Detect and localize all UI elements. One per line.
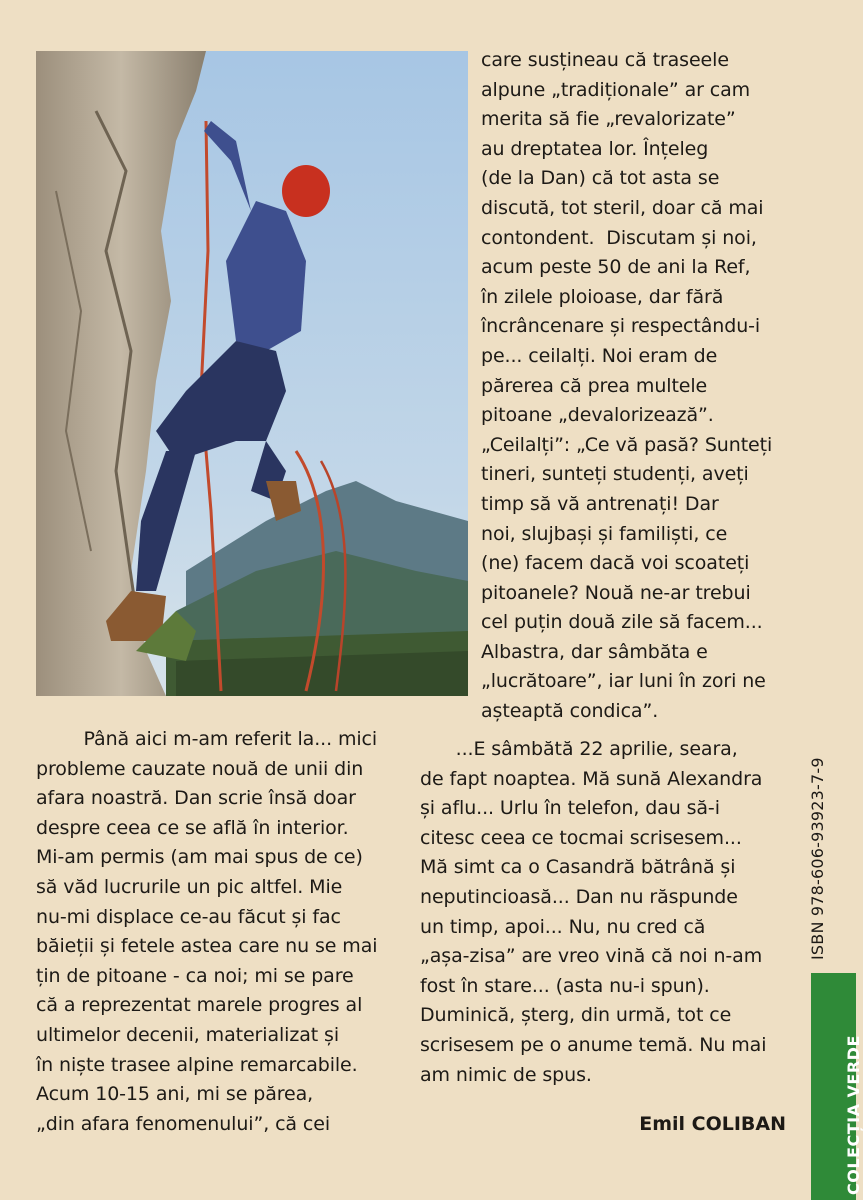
text-line: „așa-zisa” are vreo vină că noi n-am [420, 945, 763, 968]
right-column-bottom-text [420, 735, 766, 1090]
text-line: pitoane „devalorizează”. [481, 404, 714, 427]
text-line: contondent. Discutam și noi, [481, 226, 757, 249]
left-column-text [36, 725, 377, 1139]
text-line: și aflu... Urlu în telefon, dau să-i [420, 797, 720, 820]
text-line: că a reprezentat marele progres al [36, 994, 363, 1017]
text-line: afara noastră. Dan scrie însă doar [36, 787, 356, 810]
text-line: discută, tot steril, doar că mai [481, 196, 764, 219]
text-line: pitoanele? Nouă ne-ar trebui [481, 581, 751, 604]
series-label: COLECȚIA VERDE [844, 1035, 863, 1195]
text-line: un timp, apoi... Nu, nu cred că [420, 915, 706, 938]
text-line: scrisesem pe o anume temă. Nu mai [420, 1033, 767, 1056]
text-line: Duminică, șterg, din urmă, tot ce [420, 1004, 732, 1027]
climber-photo [36, 51, 468, 696]
text-line: fost în stare... (asta nu-i spun). [420, 974, 710, 997]
text-line: pe... ceilalți. Noi eram de [481, 344, 718, 367]
text-line: în niște trasee alpine remarcabile. [36, 1053, 358, 1076]
text-line: citesc ceea ce tocmai scrisesem... [420, 826, 742, 849]
author-name: Emil COLIBAN [639, 1113, 786, 1135]
text-line: acum peste 50 de ani la Ref, [481, 256, 751, 279]
text-line: ...E sâmbătă 22 aprilie, seara, [420, 738, 738, 760]
text-line: timp să vă antrenați! Dar [481, 492, 719, 515]
text-line: Acum 10-15 ani, mi se părea, [36, 1083, 314, 1106]
text-line: ultimelor decenii, materializat și [36, 1023, 340, 1046]
text-line: despre ceea ce se află în interior. [36, 816, 349, 839]
text-line: încrâncenare și respectându-i [481, 315, 761, 338]
text-line: Până aici m-am referit la... mici [36, 728, 378, 750]
text-line: (ne) facem dacă voi scoateți [481, 552, 750, 575]
text-line: „lucrătoare”, iar luni în zori ne [481, 670, 766, 693]
text-line: „din afara fenomenului”, că cei [36, 1112, 331, 1135]
text-line: tineri, sunteți studenți, aveți [481, 463, 749, 486]
text-line: așteaptă condica”. [481, 700, 659, 723]
text-line: cel puțin două zile să facem... [481, 611, 763, 634]
text-line: nu-mi displace ce-au făcut și fac [36, 905, 341, 928]
text-line: de fapt noaptea. Mă sună Alexandra [420, 767, 763, 790]
text-line: „Ceilalți”: „Ce vă pasă? Sunteți [481, 433, 773, 456]
right-column-top-text [481, 46, 772, 727]
text-line: Albastra, dar sâmbăta e [481, 640, 708, 663]
text-line: băieții și fetele astea care nu se mai [36, 935, 378, 958]
text-line: Mă simt ca o Casandră bătrână și [420, 856, 736, 879]
text-line: alpune „tradiționale” ar cam [481, 78, 751, 101]
text-line: noi, slujbași și familiști, ce [481, 522, 728, 545]
text-line: probleme cauzate nouă de unii din [36, 757, 364, 780]
text-line: au dreptatea lor. Înțeleg [481, 137, 709, 160]
text-line: (de la Dan) că tot asta se [481, 167, 720, 190]
isbn-number: ISBN 978-606-93923-7-9 [808, 757, 827, 960]
text-line: să văd lucrurile un pic altfel. Mie [36, 875, 343, 898]
text-line: în zilele ploioase, dar fără [481, 285, 724, 308]
text-line: țin de pitoane - ca noi; mi se pare [36, 964, 354, 987]
text-line: merita să fie „revalorizate” [481, 108, 736, 131]
text-line: Mi-am permis (am mai spus de ce) [36, 846, 363, 869]
text-line: neputincioasă... Dan nu răspunde [420, 885, 738, 908]
text-line: părerea că prea multele [481, 374, 708, 397]
series-band [811, 973, 863, 1200]
text-line: am nimic de spus. [420, 1063, 592, 1086]
text-line: care susțineau că traseele [481, 49, 729, 71]
